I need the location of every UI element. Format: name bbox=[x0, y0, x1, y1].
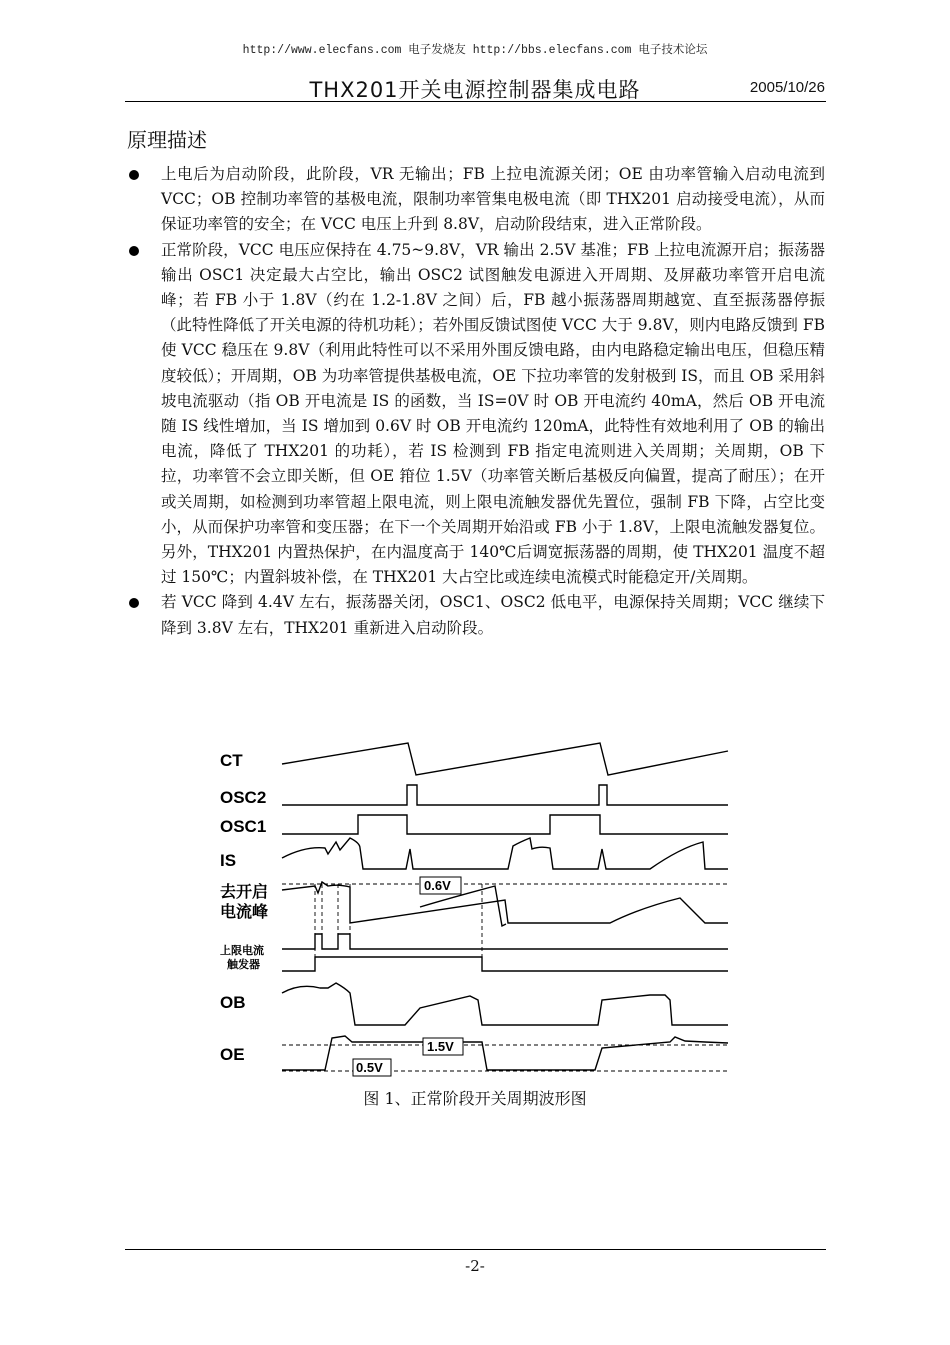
section-title: 原理描述 bbox=[127, 128, 207, 152]
list-item bbox=[127, 238, 825, 591]
bullet-dot-icon bbox=[129, 246, 139, 256]
label-peak-line2: 电流峰 bbox=[220, 904, 269, 921]
waveform-diagram bbox=[210, 738, 750, 1083]
page-number: -2- bbox=[465, 1257, 485, 1275]
label-ob: OB bbox=[220, 993, 246, 1012]
label-trig-line2: 触发器 bbox=[227, 959, 260, 971]
figure-caption: 图 1、正常阶段开关周期波形图 bbox=[363, 1089, 587, 1108]
document-date: 2005/10/26 bbox=[749, 79, 825, 96]
osc1-wave bbox=[282, 815, 728, 834]
waveform-figure bbox=[210, 738, 750, 1083]
label-osc1: OSC1 bbox=[220, 817, 267, 836]
label-osc2: OSC2 bbox=[220, 788, 267, 807]
header-rule bbox=[125, 101, 826, 102]
document-title: THX201开关电源控制器集成电路 bbox=[309, 78, 641, 102]
annotation-1-5v-box bbox=[423, 1038, 463, 1055]
annotation-1-5v: 1.5V bbox=[427, 1039, 454, 1054]
label-ct: CT bbox=[220, 751, 243, 770]
bullet-dot-icon bbox=[129, 598, 139, 608]
bullet-text: 正常阶段，VCC 电压应保持在 4.75~9.8V，VR 输出 2.5V 基准；FB 上拉电流源开启；振荡器输出 OSC1 决定最大占空比，输出 OSC2 试图触发电源进入开周期、及屏蔽功率管开启电流峰；若 FB 小于 1.8V（约在 1.2-1.8V 之间）后，FB 越小振荡器周期越宽、直至振荡器停振（此特性降低了开关电源的待机功耗）；若外围反馈试图使 VCC 大于 9.8V，则内电路反馈到 FB 使 VCC 稳压在 9.8V（利用此特性可以不采用外围反馈电路，由内电路稳定输出电压，但稳压精度较低）；开周期，OB 为功率管提供基极电流，OE 下拉功率管的发射极到 IS，而且 OB 采用斜坡电流驱动（指 OB 开电流是 IS 的函数，当 IS=0V 时 OB 开电流约 40mA，然后 OB 开电流随 IS 线性增加，当 IS 增加到 0.6V 时 OB 开电流约 120mA，此特性有效地利用了 OB 的输出电流，降低了 THX201 的功耗），若 IS 检测到 FB 指定电流则进入关周期；关周期，OB 下拉，功率管不会立即关断，但 OE 箝位 1.5V（功率管关断后基极反向偏置，提高了耐压）；在开或关周期，如检测到功率管超上限电流，则上限电流触发器优先置位，强制 FB 下降，占空比变小，从而保护功率管和变压器；在下一个关周期开始沿或 FB 小于 1.8V，上限电流触发器复位。另外，THX201 内置热保护，在内温度高于 140℃后调宽振荡器的周期，使 THX201 温度不超过 150℃；内置斜坡补偿，在 THX201 大占空比或连续电流模式时能稳定开/关周期。 bbox=[161, 240, 825, 587]
annotation-0-5v-box bbox=[353, 1059, 391, 1076]
is-wave bbox=[282, 838, 728, 869]
label-peak-line1: 去开启 bbox=[220, 884, 269, 901]
ob-wave bbox=[282, 983, 728, 1025]
ct-wave bbox=[282, 743, 728, 775]
bullet-text: 若 VCC 降到 4.4V 左右，振荡器关闭，OSC1、OSC2 低电平，电源保持关周期；VCC 继续下降到 3.8V 左右，THX201 重新进入启动阶段。 bbox=[161, 593, 825, 637]
peak-blank-wave bbox=[282, 882, 728, 923]
annotation-0-6v: 0.6V bbox=[424, 878, 451, 893]
limit-trigger-lower-wave bbox=[282, 957, 728, 971]
top-url: http://www.elecfans.com 电子发烧友 http://bbs.elecfans.com 电子技术论坛 bbox=[242, 44, 708, 57]
oe-wave bbox=[282, 1036, 728, 1070]
list-item bbox=[127, 590, 825, 640]
bullet-text: 上电后为启动阶段，此阶段，VR 无输出；FB 上拉电流源关闭；OE 由功率管输入启动电流到 VCC；OB 控制功率管的基极电流，限制功率管集电极电流（即 THX201 启动接受电流），从而保证功率管的安全；在 VCC 电压上升到 8.8V，启动阶段结束，进入正常阶段。 bbox=[161, 165, 825, 234]
document-header bbox=[125, 74, 825, 102]
bullet-dot-icon bbox=[129, 170, 139, 180]
label-trig-line1: 上限电流 bbox=[220, 945, 264, 957]
bullet-list bbox=[127, 162, 825, 641]
annotation-0-6v-box bbox=[420, 877, 461, 894]
label-oe: OE bbox=[220, 1045, 245, 1064]
footer-rule bbox=[125, 1249, 826, 1250]
label-is: IS bbox=[220, 851, 237, 870]
annotation-0-5v: 0.5V bbox=[356, 1060, 383, 1075]
osc2-wave bbox=[282, 785, 728, 805]
limit-trigger-upper-wave bbox=[282, 934, 728, 949]
list-item bbox=[127, 162, 825, 238]
